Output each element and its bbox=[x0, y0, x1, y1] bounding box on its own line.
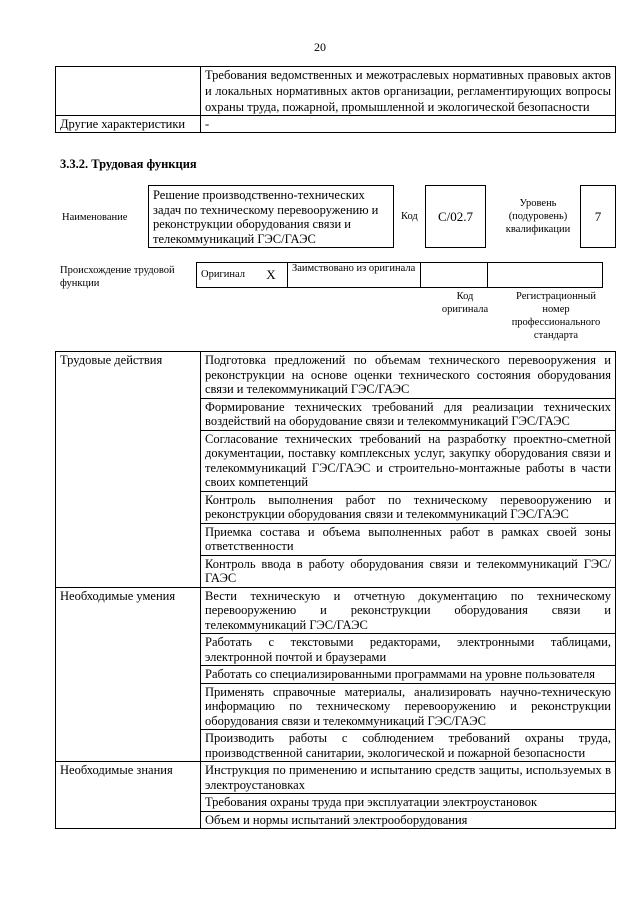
page-number: 20 bbox=[314, 40, 326, 54]
group-label: Трудовые действия bbox=[56, 352, 201, 588]
table-row bbox=[56, 116, 616, 133]
function-name: Решение производственно-технических задач по техническому перевооружению и реконструкции оборудования связи и телекоммуникаций ГЭС/ГАЭС bbox=[148, 185, 394, 248]
table-row bbox=[56, 762, 616, 794]
group-label: Необходимые знания bbox=[56, 762, 201, 829]
table-cell: Вести техническую и отчетную документацию по техническому перевооружению и реконструкции оборудования связи и телекоммуникаций ГЭС/ГАЭС bbox=[201, 587, 616, 634]
qualification-level: 7 bbox=[580, 185, 616, 248]
main-table bbox=[55, 351, 616, 829]
table-cell: Производить работы с соблюдением требований охраны труда, производственной санитарии, экологической и пожарной безопасности bbox=[201, 730, 616, 762]
level-label: Уровень (подуровень) квалификации bbox=[505, 198, 571, 235]
table-cell: Согласование технических требований на разработку проектно-сметной документации, поставку комплексных услуг, закупку оборудования связи и телекоммуникаций ГЭС/ГАЭС и строительно-монтажные работы в части своих компетенций bbox=[201, 430, 616, 491]
table-row bbox=[56, 67, 616, 116]
section-heading: 3.3.2. Трудовая функция bbox=[60, 157, 197, 171]
table-cell: Объем и нормы испытаний электрооборудования bbox=[201, 811, 616, 829]
table-cell: Формирование технических требований для реализации технических воздействий на оборудование связи и телекоммуникаций ГЭС/ГАЭС bbox=[201, 398, 616, 430]
reg-caption: Регистрационный номер профессионального стандарта bbox=[511, 291, 601, 341]
original-mark: X bbox=[255, 263, 288, 288]
code-label: Код bbox=[401, 211, 418, 222]
borrowed-label: Заимствовано из оригинала bbox=[288, 263, 421, 288]
table-cell-label bbox=[56, 67, 201, 116]
origin-code-cell bbox=[421, 263, 488, 288]
table-cell: Требования охраны труда при эксплуатации электроустановок bbox=[201, 794, 616, 812]
origin-reg-cell bbox=[488, 263, 603, 288]
table-cell-value: - bbox=[201, 116, 616, 133]
table-row bbox=[56, 587, 616, 634]
origin-label: Происхождение трудовой функции bbox=[60, 265, 175, 289]
top-table bbox=[55, 66, 616, 133]
function-code: С/02.7 bbox=[425, 185, 486, 248]
code-caption: Код оригинала bbox=[441, 291, 489, 315]
table-cell: Подготовка предложений по объемам технического перевооружения и реконструкции на основе оценки технического состояния оборудования связи и телекоммуникаций ГЭС/ГАЭС bbox=[201, 352, 616, 399]
group-label: Необходимые умения bbox=[56, 587, 201, 762]
original-label: Оригинал bbox=[197, 263, 256, 288]
table-cell: Приемка состава и объема выполненных работ в рамках своей зоны ответственности bbox=[201, 523, 616, 555]
table-cell: Инструкция по применению и испытанию средств защиты, используемых в электроустановках bbox=[201, 762, 616, 794]
name-label: Наименование bbox=[62, 212, 128, 223]
table-cell: Работать с текстовыми редакторами, электронными таблицами, электронной почтой и браузерами bbox=[201, 634, 616, 666]
table-cell: Применять справочные материалы, анализировать научно-техническую информацию по техническому перевооружению и реконструкции оборудования связи и телекоммуникаций ГЭС/ГАЭС bbox=[201, 683, 616, 730]
table-cell-label: Другие характеристики bbox=[56, 116, 201, 133]
table-cell-value: Требования ведомственных и межотраслевых нормативных правовых актов и локальных нормативных актов организации, регламентирующих вопросы охраны труда, пожарной, промышленной и экологической безопасности bbox=[201, 67, 616, 116]
table-cell: Контроль выполнения работ по техническому перевооружению и реконструкции оборудования связи и телекоммуникаций ГЭС/ГАЭС bbox=[201, 491, 616, 523]
origin-table bbox=[196, 262, 603, 288]
table-cell: Контроль ввода в работу оборудования связи и телекоммуникаций ГЭС/ГАЭС bbox=[201, 555, 616, 587]
table-row bbox=[56, 352, 616, 399]
table-cell: Работать со специализированными программами на уровне пользователя bbox=[201, 666, 616, 684]
